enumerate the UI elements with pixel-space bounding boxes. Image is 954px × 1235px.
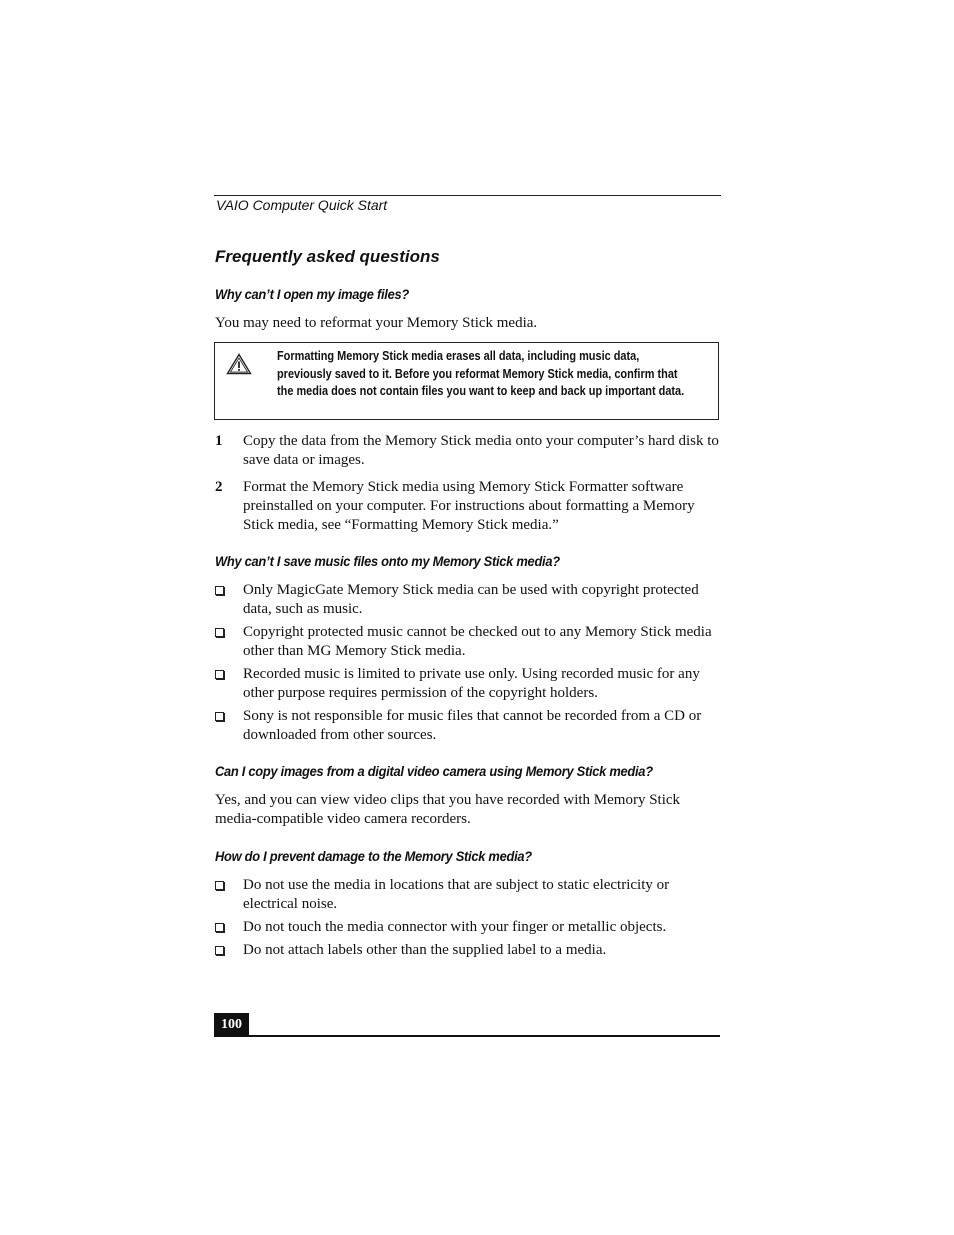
bullet-item	[215, 941, 720, 960]
step-item	[215, 432, 720, 470]
bullet-item	[215, 581, 720, 619]
step-item	[215, 478, 720, 535]
checkbox-bullet-icon	[215, 712, 224, 721]
bullet-item	[215, 918, 720, 937]
checkbox-bullet-icon	[215, 670, 224, 679]
faq-answer-3: Yes, and you can view video clips that you have recorded with Memory Stick media-compatible video camera recorders.	[215, 792, 681, 827]
bullet-text: Do not touch the media connector with your finger or metallic objects.	[243, 919, 667, 935]
footer-rule	[214, 1035, 720, 1037]
bullet-text: Copyright protected music cannot be checked out to any Memory Stick media other than MG Memory Stick media.	[243, 624, 712, 659]
bullet-text: Recorded music is limited to private use only. Using recorded music for any other purpose requires permission of the copyright holders.	[243, 666, 700, 701]
bullet-item	[215, 707, 720, 745]
running-title: VAIO Computer Quick Start	[216, 197, 388, 213]
page-number: 100	[214, 1013, 249, 1036]
step-number: 2	[215, 479, 223, 495]
step-text: Copy the data from the Memory Stick media onto your computer’s hard disk to save data or images.	[243, 433, 719, 468]
faq-question-1: Why can’t I open my image files?	[215, 286, 409, 302]
bullet-item	[215, 665, 720, 703]
faq-question-3: Can I copy images from a digital video camera using Memory Stick media?	[215, 763, 653, 779]
bullet-text: Sony is not responsible for music files that cannot be recorded from a CD or downloaded from other sources.	[243, 708, 702, 743]
section-title: Frequently asked questions	[215, 247, 440, 266]
faq-question-2: Why can’t I save music files onto my Memory Stick media?	[215, 553, 560, 569]
checkbox-bullet-icon	[215, 923, 224, 932]
warning-icon	[226, 353, 252, 375]
bullet-text: Do not use the media in locations that are subject to static electricity or electrical noise.	[243, 877, 670, 912]
header-rule	[214, 195, 721, 196]
step-text: Format the Memory Stick media using Memory Stick Formatter software preinstalled on your computer. For instructions about formatting a Memory Stick media, see “Formatting Memory Stick media.”	[243, 479, 695, 533]
checkbox-bullet-icon	[215, 881, 224, 890]
faq-question-4: How do I prevent damage to the Memory Stick media?	[215, 848, 532, 864]
checkbox-bullet-icon	[215, 946, 224, 955]
warning-box	[214, 342, 719, 420]
bullet-text: Only MagicGate Memory Stick media can be used with copyright protected data, such as music.	[243, 582, 699, 617]
bullet-item	[215, 623, 720, 661]
checkbox-bullet-icon	[215, 586, 224, 595]
checkbox-bullet-icon	[215, 628, 224, 637]
faq-answer-1: You may need to reformat your Memory Stick media.	[215, 315, 538, 331]
step-number: 1	[215, 433, 223, 449]
bullet-item	[215, 876, 720, 914]
warning-text: Formatting Memory Stick media erases all data, including music data, previously saved to it. Before you reformat Memory Stick media, confirm that the media does not contain files you want to keep and back up important data.	[277, 349, 685, 398]
bullet-text: Do not attach labels other than the supplied label to a media.	[243, 942, 607, 958]
